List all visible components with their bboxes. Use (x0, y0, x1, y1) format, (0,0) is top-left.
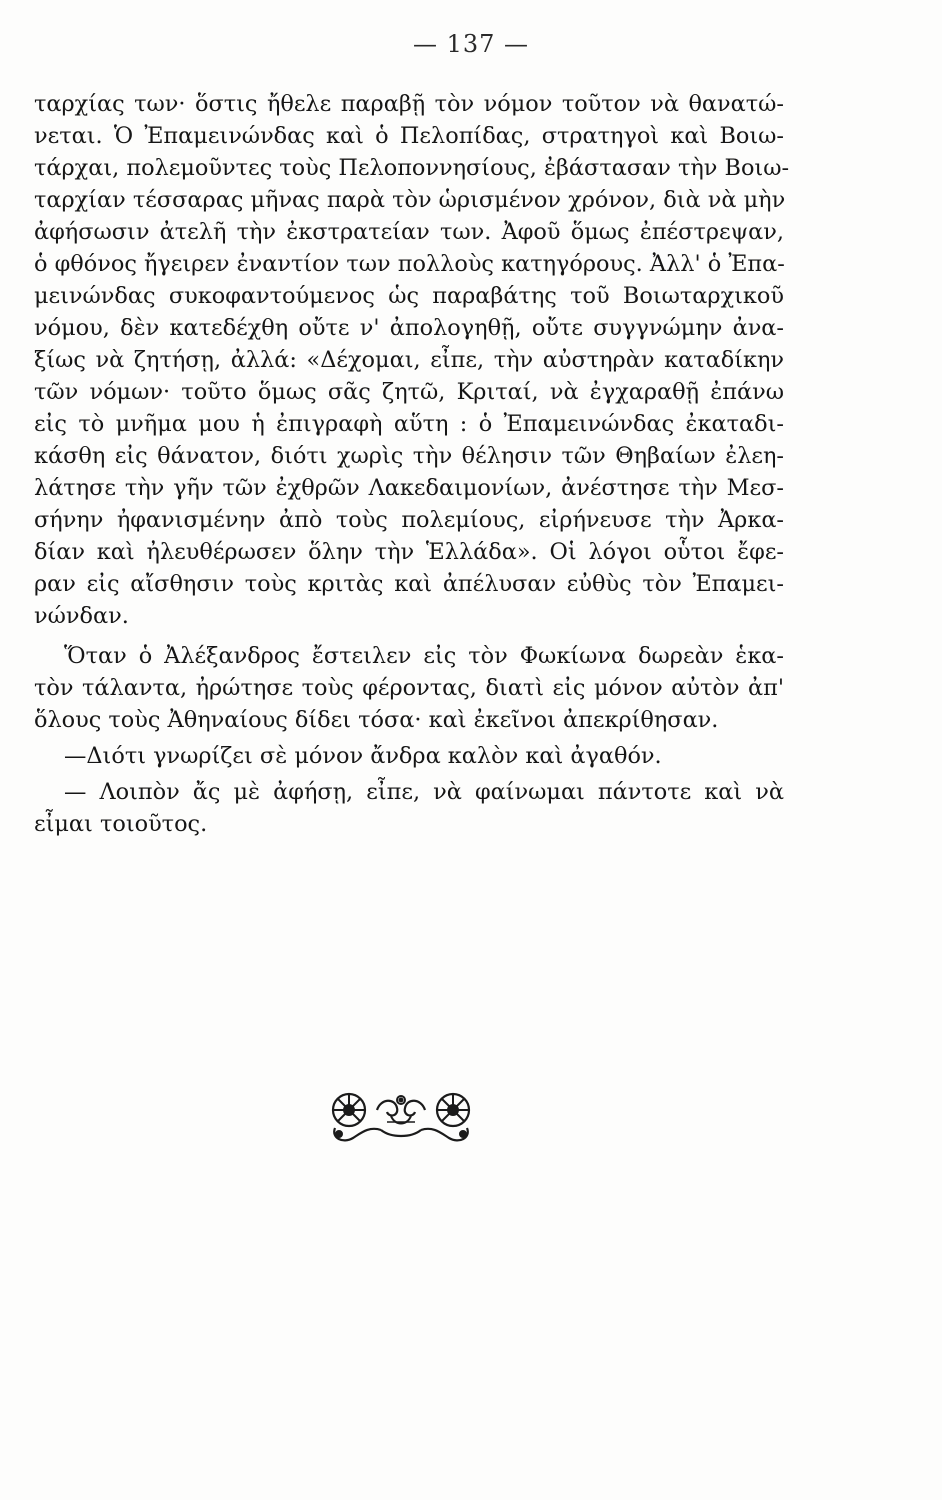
text-line: τῶν νόμων· τοῦτο ὅμως σᾶς ζητῶ, Κριταί, νὰ ἐγχαραθῇ ἐπάνω (34, 379, 784, 405)
text-line: λάτησε τὴν γῆν τῶν ἐχθρῶν Λακεδαιμονίων, ἀνέστησε τὴν Μεσ- (34, 475, 784, 501)
text-line: —Διότι γνωρίζει σὲ μόνον ἄνδρα καλὸν καὶ ἀγαθόν. (64, 743, 662, 769)
text-line: Ὅταν ὁ Ἀλέξανδρος ἔστειλεν εἰς τὸν Φωκίωνα δωρεὰν ἑκα- (64, 643, 784, 669)
text-line: ὅλους τοὺς Ἀθηναίους δίδει τόσα· καὶ ἐκεῖνοι ἀπεκρίθησαν. (34, 707, 719, 733)
text-line: δίαν καὶ ἠλευθέρωσεν ὅλην τὴν Ἑλλάδα». Οἱ λόγοι οὗτοι ἔφε- (34, 539, 784, 565)
text-line: εἶμαι τοιοῦτος. (34, 811, 208, 837)
text-line: ξίως νὰ ζητήσῃ, ἀλλά: «Δέχομαι, εἶπε, τὴν αὐστηρὰν καταδίκην (34, 347, 784, 373)
right-palmette-icon (421, 1094, 469, 1140)
text-line: ταρχίας των· ὅστις ἤθελε παραβῇ τὸν νόμον τοῦτον νὰ θανατώ- (34, 91, 784, 117)
page-number: — 137 — (412, 30, 530, 58)
text-line: σήνην ἠφανισμένην ἀπὸ τοὺς πολεμίους, εἰρήνευσε τὴν Ἀρκα- (34, 507, 784, 533)
text-line: ραν εἰς αἴσθησιν τοὺς κριτὰς καὶ ἀπέλυσαν εὐθὺς τὸν Ἐπαμει- (34, 571, 784, 597)
left-palmette-icon (333, 1094, 381, 1140)
text-line: εἰς τὸ μνῆμα μου ἡ ἐπιγραφὴ αὕτη : ὁ Ἐπαμεινώνδας ἐκαταδι- (34, 411, 784, 437)
text-line: νώνδαν. (34, 603, 129, 629)
decorative-ornament (325, 1088, 477, 1148)
text-line: μεινώνδας συκοφαντούμενος ὡς παραβάτης τοῦ Βοιωταρχικοῦ (34, 283, 784, 309)
text-line: νόμου, δὲν κατεδέχθη οὔτε ν' ἀπολογηθῇ, οὔτε συγγνώμην ἀνα- (34, 315, 784, 341)
center-scroll-icon (377, 1096, 425, 1136)
text-line: κάσθη εἰς θάνατον, διότι χωρὶς τὴν θέλησιν τῶν Θηβαίων ἐλεη- (34, 443, 784, 469)
text-line: — Λοιπὸν ἄς μὲ ἀφήσῃ, εἶπε, νὰ φαίνωμαι πάντοτε καὶ νὰ (64, 779, 784, 805)
text-line: τάρχαι, πολεμοῦντες τοὺς Πελοποννησίους, ἐβάστασαν τὴν Βοιω- (34, 155, 790, 181)
text-line: νεται. Ὁ Ἐπαμεινώνδας καὶ ὁ Πελοπίδας, στρατηγοὶ καὶ Βοιω- (34, 123, 784, 149)
text-line: ταρχίαν τέσσαρας μῆνας παρὰ τὸν ὡρισμένον χρόνον, διὰ νὰ μὴν (34, 187, 786, 213)
text-line: ὁ φθόνος ἤγειρεν ἐναντίον των πολλοὺς κατηγόρους. Ἀλλ' ὁ Ἐπα- (34, 251, 785, 277)
text-line: ἀφήσωσιν ἀτελῆ τὴν ἐκστρατείαν των. Ἀφοῦ ὅμως ἐπέστρεψαν, (34, 219, 784, 245)
text-line: τὸν τάλαντα, ἠρώτησε τοὺς φέροντας, διατὶ εἰς μόνον αὐτὸν ἀπ' (34, 675, 784, 701)
